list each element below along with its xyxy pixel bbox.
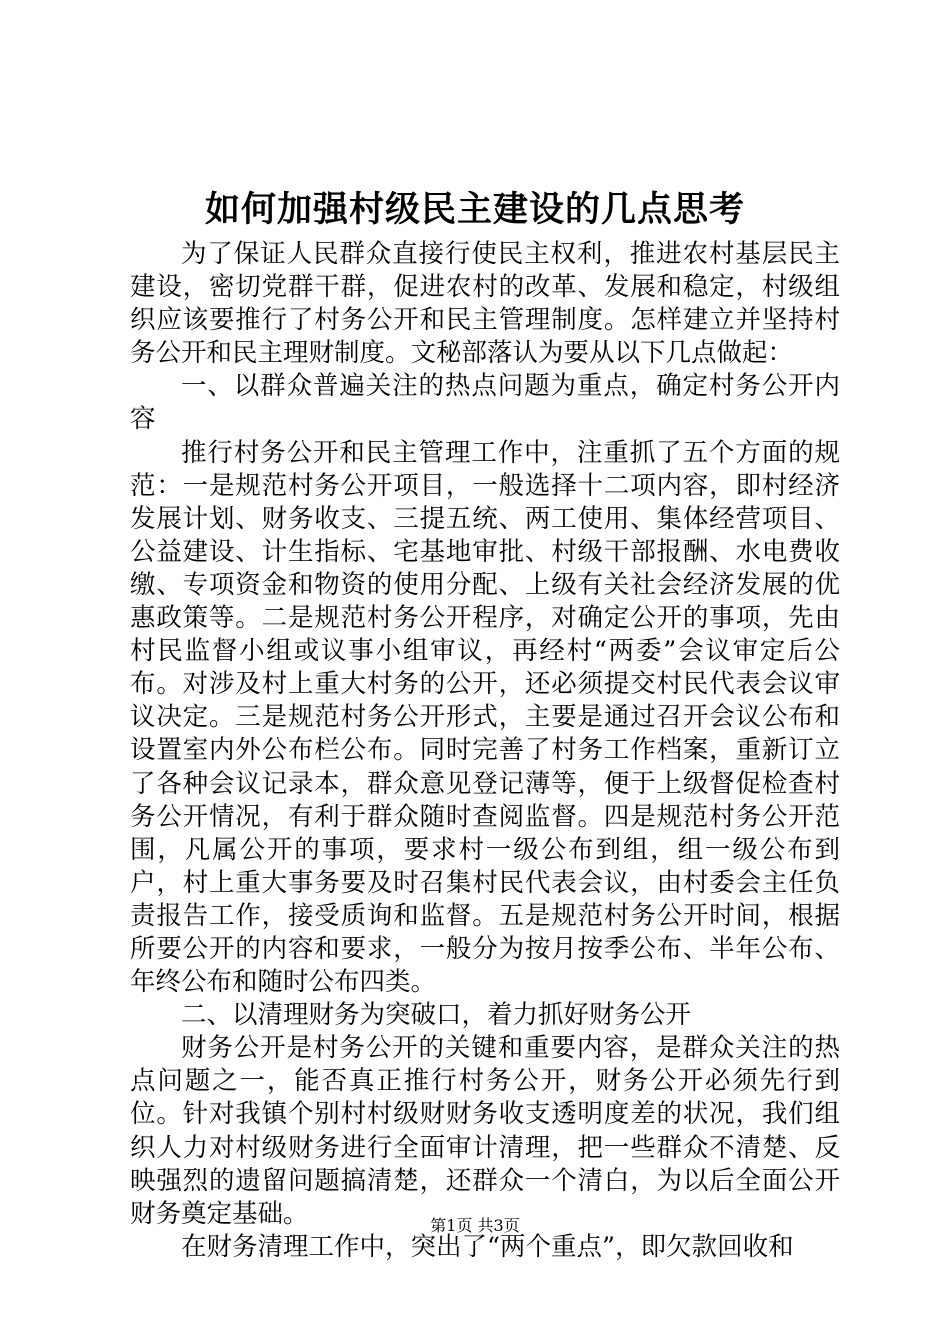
paragraph-section-1: 推行村务公开和民主管理工作中，注重抓了五个方面的规范：一是规范村务公开项目，一般选择十二项内容，即村经济发展计划、财务收支、三提五统、两工使用、集体经营项目、公益建设、计生指标、宅基地审批、村级干部报酬、水电费收缴、专项资金和物资的使用分配、上级有关社会经济发展的优惠政策等。二是规范村务公开程序，对确定公开的事项，先由村民监督小组或议事小组审议，再经村“两委”会议审定后公布。对涉及村上重大村务的公开，还必须提交村民代表会议审议决定。三是规范村务公开形式，主要是通过召开会议公布和设置室内外公布栏公布。同时完善了村务工作档案，重新订立了各种会议记录本，群众意见登记薄等，便于上级督促检查村务公开情况，有利于群众随时查阅监督。四是规范村务公开范围，凡属公开的事项，要求村一级公布到组，组一级公布到户，村上重大事务要及时召集村民代表会议，由村委会主任负责报告工作，接受质询和监督。五是规范村务公开时间，根据所要公开的内容和要求，一般分为按月按季公布、半年公布、年终公布和随时公布四类。 [130, 437, 840, 998]
section-heading-1: 一、以群众普遍关注的热点问题为重点，确定村务公开内容 [130, 371, 840, 435]
page-footer: 第1页 共3页 [430, 1216, 520, 1235]
paragraph-intro: 为了保证人民群众直接行使民主权利，推进农村基层民主建设，密切党群干群，促进农村的改革、发展和稳定，村级组织应该要推行了村务公开和民主管理制度。怎样建立并坚持村务公开和民主理财制度。文秘部落认为要从以下几点做起： [130, 239, 840, 369]
paragraph-section-2: 财务公开是村务公开的关键和重要内容，是群众关注的热点问题之一，能否真正推行村务公开，财务公开必须先行到位。针对我镇个别村村级财财务收支透明度差的状况，我们组织人力对村级财务进行全面审计清理，把一些群众不清楚、反映强烈的遗留问题搞清楚，还群众一个清白，为以后全面公开财务奠定基础。 [130, 1033, 840, 1229]
paragraph-continued: 在财务清理工作中，突出了“两个重点”，即欠款回收和 [181, 1231, 794, 1262]
section-heading-2: 二、以清理财务为突破口，着力抓好财务公开 [181, 1000, 692, 1031]
document-title: 如何加强村级民主建设的几点思考 [204, 189, 745, 230]
document-body [130, 238, 840, 1264]
